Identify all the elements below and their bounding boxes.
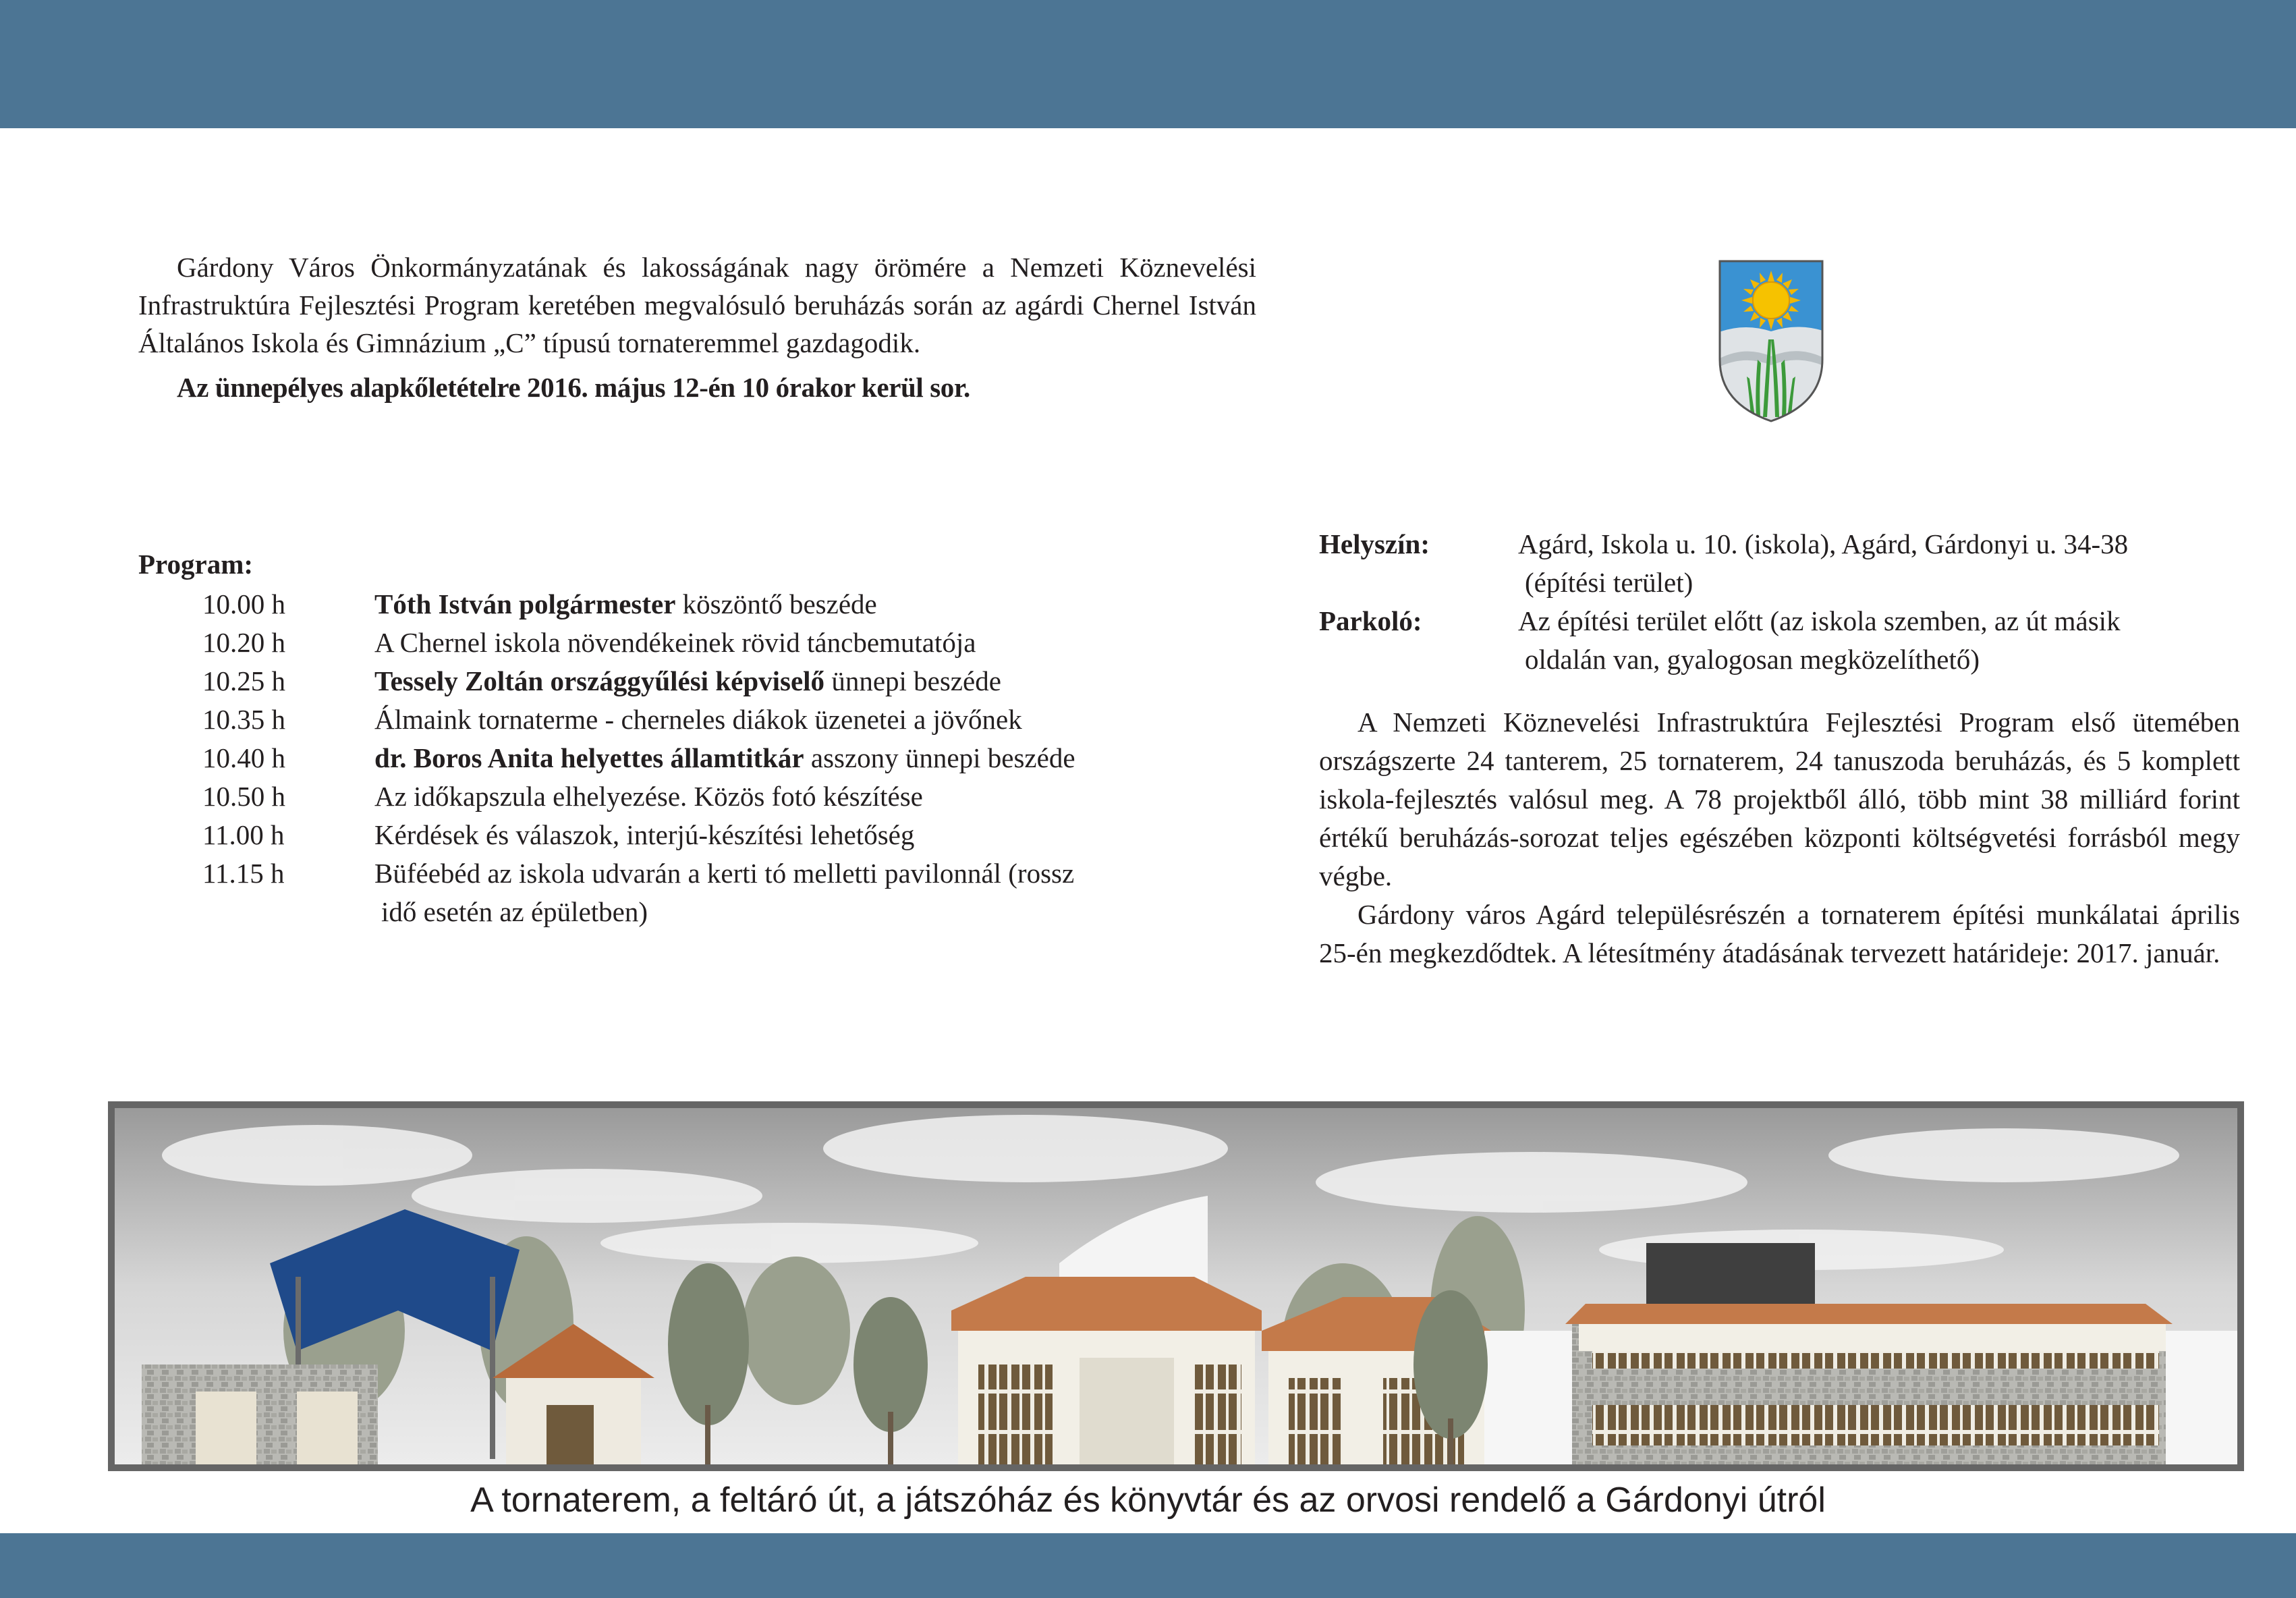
location-row: [1319, 525, 2240, 602]
program-description: [374, 739, 1258, 777]
program-speaker: dr. Boros Anita helyettes államtitkár: [374, 742, 804, 773]
program-item: [138, 739, 1258, 777]
announcement: Az ünnepélyes alapkőletételre 2016. május 12-én 10 órakor kerül sor.: [177, 372, 970, 403]
info-paragraph-1: A Nemzeti Köznevelési Infrastruktúra Fejlesztési Program első ütemében országszerte 24 tanterem, 25 tornaterem, 24 tanuszoda beruházás, és 5 komplett iskola-fejlesztés valósul meg. A 78 projektből álló, több mint 38 milliárd forint értékű beruházás-sorozat teljes egészében központi költségvetési forrásból megy végbe.: [1319, 707, 2240, 891]
program-time: 11.15 h: [202, 858, 285, 889]
program-time: 10.40 h: [202, 742, 285, 773]
program-time: 10.50 h: [202, 781, 285, 812]
program-text: Az időkapszula elhelyezése. Közös fotó készítése: [374, 781, 923, 812]
location-value-cont: (építési terület): [1525, 567, 1693, 598]
program-time: 10.25 h: [202, 665, 285, 696]
program-speaker: Tessely Zoltán országgyűlési képviselő: [374, 665, 825, 696]
parking-value: Az építési terület előtt (az iskola szemben, az út másik: [1518, 605, 2121, 636]
program-description: [374, 777, 1258, 816]
program-item: [138, 854, 1258, 931]
program-description: [374, 662, 1258, 700]
program-text-cont: idő esetén az épületben): [381, 896, 648, 927]
program-item: [138, 700, 1258, 739]
program-description: [374, 854, 1258, 931]
program-item: [138, 624, 1258, 662]
program-description: [374, 585, 1258, 624]
program-text: Álmaink tornaterme - cherneles diákok üzenetei a jövőnek: [374, 704, 1022, 735]
program-section: [138, 545, 1258, 931]
program-heading: Program:: [138, 549, 254, 580]
program-description: [374, 624, 1258, 662]
program-list: [138, 585, 1258, 931]
location-label: Helyszín:: [1319, 528, 1430, 559]
top-band: [0, 0, 2296, 128]
program-text: A Chernel iskola növendékeinek rövid táncbemutatója: [374, 627, 976, 658]
program-text: köszöntő beszéde: [675, 588, 877, 619]
illustration-caption: A tornaterem, a feltáró út, a játszóház és könyvtár és az orvosi rendelő a Gárdonyi útról: [470, 1481, 1826, 1520]
building-drawing: [115, 1108, 2237, 1464]
program-description: [374, 816, 1258, 854]
info-paragraph-2: Gárdony város Agárd településrészén a tornaterem építési munkálatai április 25-én megkezdődtek. A létesítmény átadásának tervezett határideje: 2017. január.: [1319, 899, 2240, 968]
program-text: Büféebéd az iskola udvarán a kerti tó melletti pavilonnál (rossz: [374, 858, 1075, 889]
parking-label: Parkoló:: [1319, 605, 1422, 636]
program-item: [138, 816, 1258, 854]
program-time: 11.00 h: [202, 819, 285, 850]
program-item: [138, 777, 1258, 816]
intro-section: [138, 248, 1256, 406]
program-speaker: Tóth István polgármester: [374, 588, 676, 619]
coat-of-arms-icon: [1717, 258, 1825, 424]
parking-row: [1319, 602, 2240, 679]
info-section: [1319, 525, 2240, 972]
program-text: ünnepi beszéde: [824, 665, 1001, 696]
program-item: [138, 662, 1258, 700]
program-time: 10.00 h: [202, 588, 285, 619]
location-value: Agárd, Iskola u. 10. (iskola), Agárd, Gárdonyi u. 34-38: [1518, 528, 2129, 559]
program-time: 10.20 h: [202, 627, 285, 658]
bottom-band: [0, 1533, 2296, 1598]
program-time: 10.35 h: [202, 704, 285, 735]
program-text: asszony ünnepi beszéde: [804, 742, 1075, 773]
program-description: [374, 700, 1258, 739]
building-illustration: [108, 1101, 2244, 1471]
parking-value-cont: oldalán van, gyalogosan megközelíthető): [1525, 644, 1980, 675]
program-text: Kérdések és válaszok, interjú-készítési lehetőség: [374, 819, 915, 850]
intro-paragraph: Gárdony Város Önkormányzatának és lakosságának nagy örömére a Nemzeti Köznevelési Infrastruktúra Fejlesztési Program keretében megvalósuló beruházás során az agárdi Chernel István Általános Iskola és Gimnázium „C” típusú tornateremmel gazdagodik.: [138, 252, 1256, 358]
program-item: [138, 585, 1258, 624]
